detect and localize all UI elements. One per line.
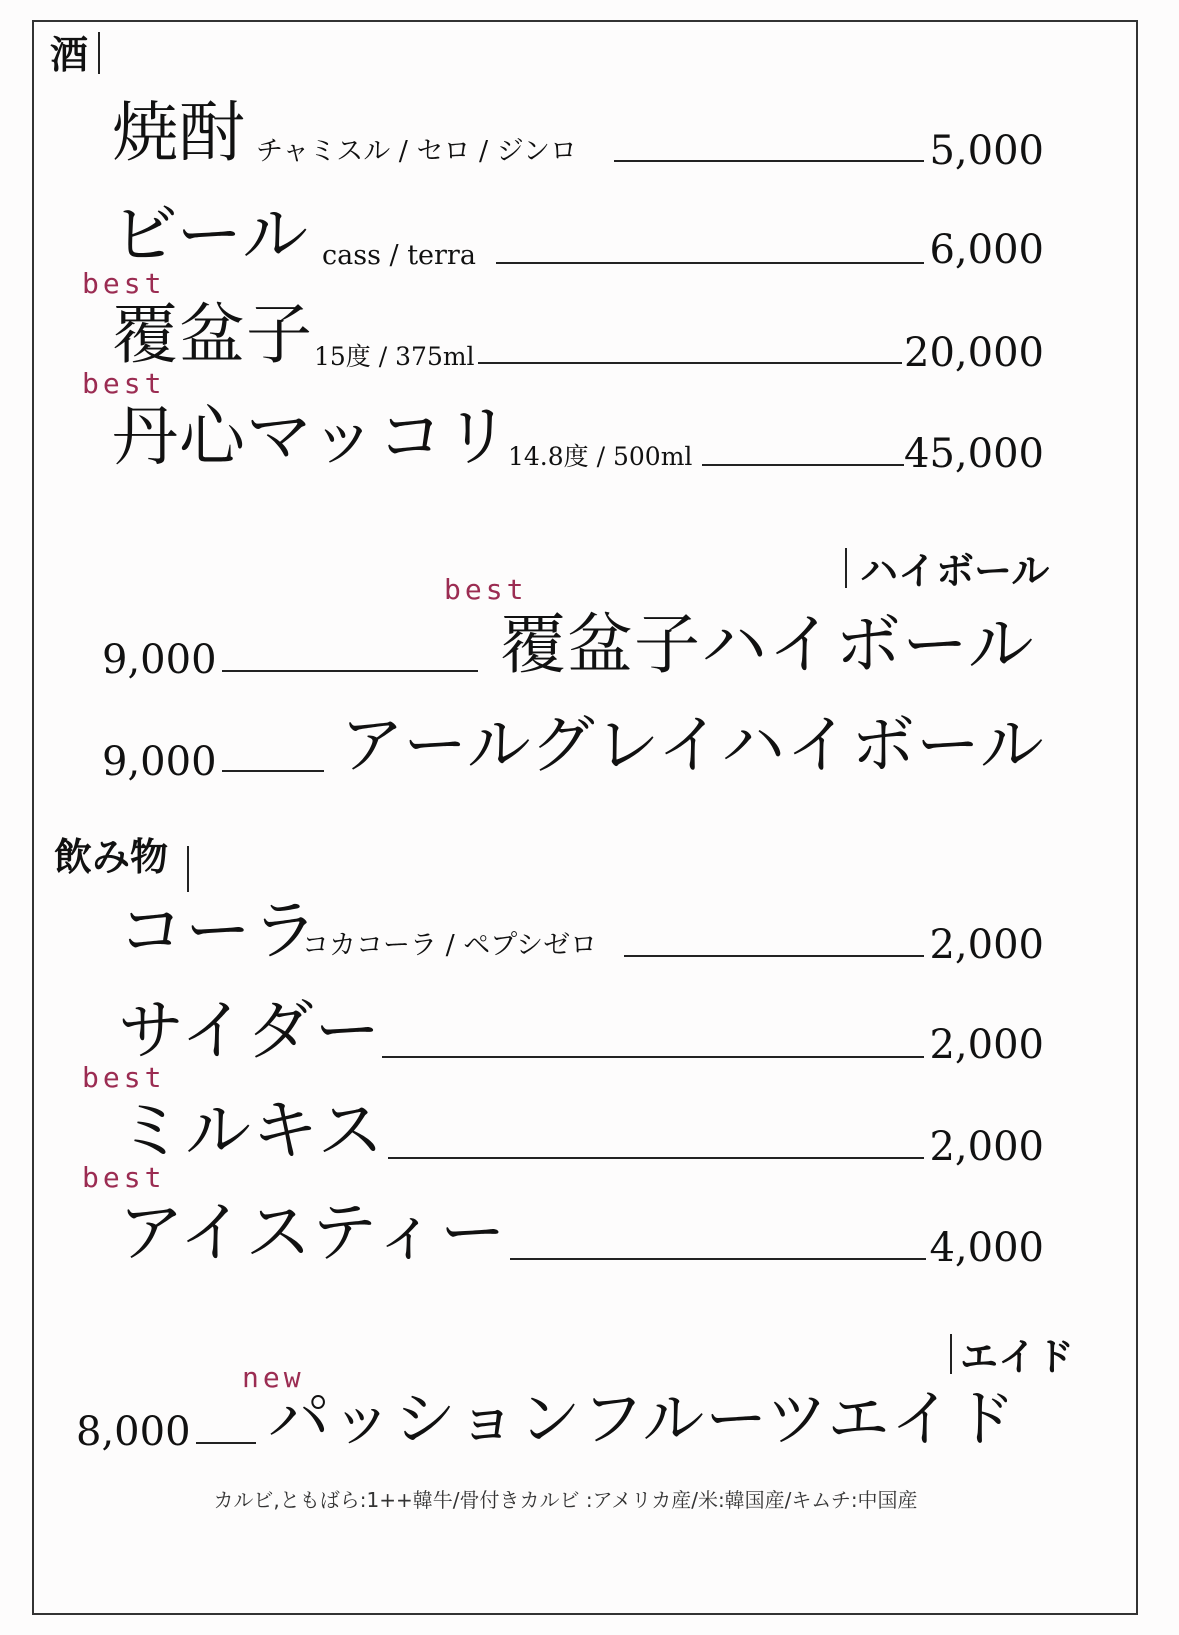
leader-line [496,262,924,264]
item-price: 8,000 [76,1409,191,1455]
section-divider [950,1334,952,1374]
origin-note: カルビ,ともばら:1++韓牛/骨付きカルビ :アメリカ産/米:韓国産/キムチ:中国産 [213,1488,918,1512]
item-name: アールグレイハイボール [340,709,1045,783]
item-name: ビール [112,196,310,273]
item-price: 9,000 [102,637,217,683]
item-name: アイスティー [118,1194,507,1271]
best-badge: best [444,573,528,606]
best-badge: best [82,267,166,300]
leader-line [222,770,324,772]
section-title-sake: 酒 [50,33,89,77]
leader-line [478,362,902,364]
best-badge: best [82,1061,166,1094]
best-badge: best [82,367,166,400]
section-title-highball: ハイボール [860,549,1050,593]
new-badge: new [242,1361,305,1394]
item-price: 6,000 [929,227,1044,273]
item-price: 2,000 [929,1124,1044,1170]
item-name: 焼酎 [112,94,246,171]
item-name: 覆盆子 [112,296,313,373]
item-price: 2,000 [929,922,1044,968]
item-name: コーラ [118,892,319,969]
item-detail: 15度 / 375ml [314,342,475,371]
section-divider [845,548,847,588]
leader-line [614,160,924,162]
item-name: パッションフルーツエイド [268,1382,1017,1455]
leader-line [702,464,904,466]
leader-line [222,670,478,672]
item-price: 45,000 [904,431,1044,477]
section-divider [98,32,100,74]
item-detail: チャミスル / セロ / ジンロ [256,136,578,167]
item-name: ミルキス [118,1092,385,1169]
leader-line [510,1258,926,1260]
leader-line [624,955,924,957]
item-price: 9,000 [102,739,217,785]
item-detail: 14.8度 / 500ml [508,442,693,471]
item-name: サイダー [118,992,382,1069]
item-name: 覆盆子ハイボール [500,606,1035,683]
leader-line [388,1157,924,1159]
leader-line [196,1442,256,1444]
item-price: 4,000 [929,1225,1044,1271]
item-price: 5,000 [929,128,1044,174]
section-divider [187,846,189,892]
section-title-drinks: 飲み物 [54,835,169,879]
section-title-ade: エイド [960,1335,1075,1379]
item-detail: コカコーラ / ペプシゼロ [302,930,598,961]
item-price: 2,000 [929,1022,1044,1068]
item-price: 20,000 [904,330,1044,376]
leader-line [382,1056,924,1058]
item-detail: cass / terra [322,240,476,271]
item-name: 丹心マッコリ [112,398,512,475]
best-badge: best [82,1161,166,1194]
